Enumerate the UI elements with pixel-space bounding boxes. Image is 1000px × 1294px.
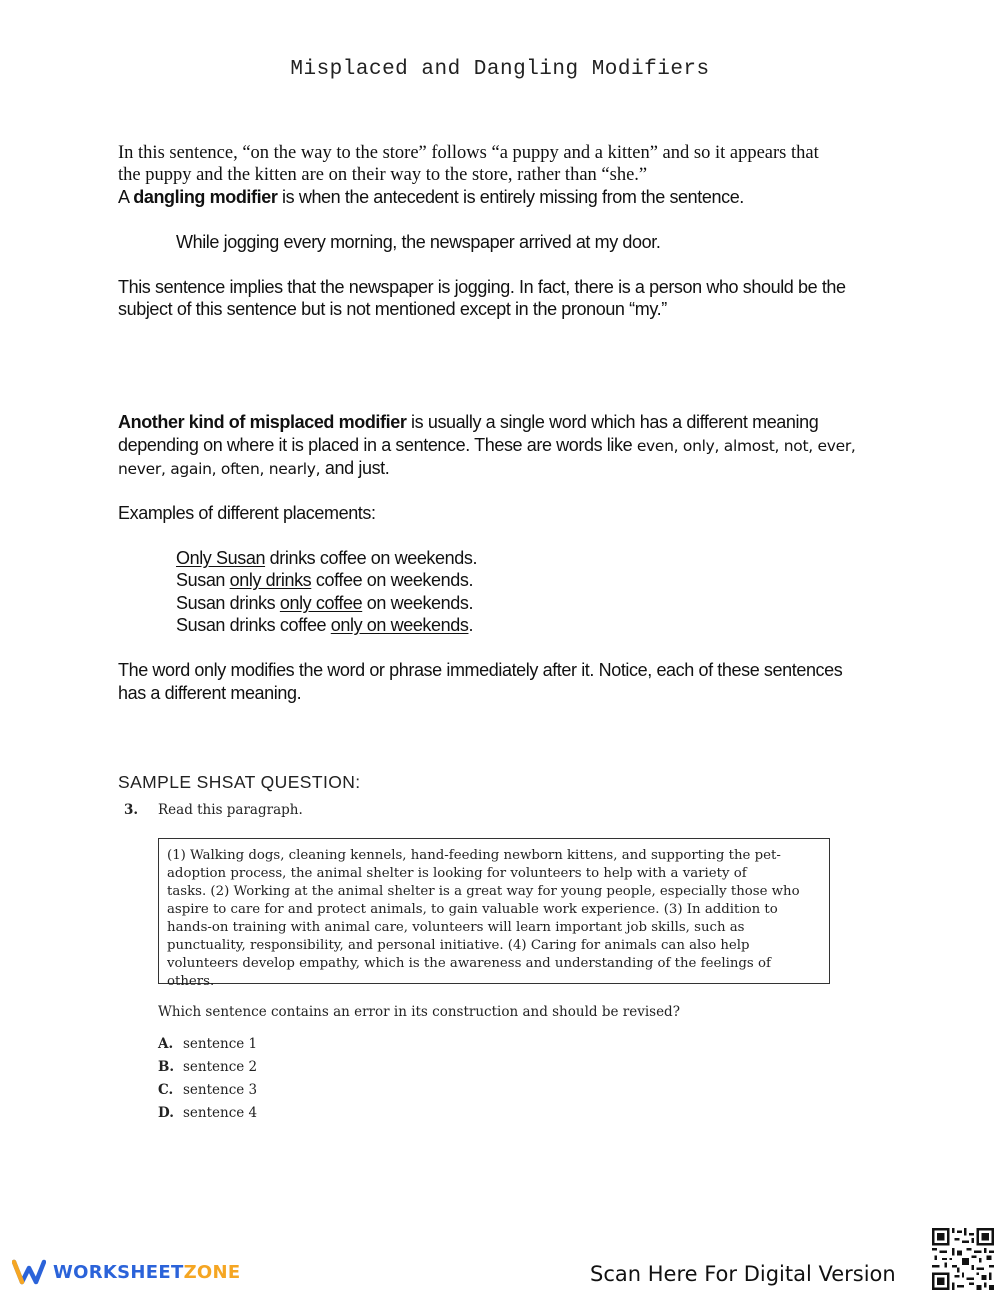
placement-post: drinks coffee on weekends. <box>265 548 478 568</box>
placement-underlined: only on weekends <box>330 615 469 635</box>
question-prompt: Read this paragraph. <box>158 802 303 818</box>
question-ask: Which sentence contains an error in its construction and should be revised? <box>158 1004 680 1020</box>
placement-underlined: only drinks <box>229 570 312 590</box>
explain-line-1: This sentence implies that the newspaper is jogging. In fact, there is a person who should be the <box>118 277 846 297</box>
placement-pre: Susan drinks coffee <box>176 615 331 635</box>
choice-letter: D. <box>158 1105 174 1121</box>
intro-line-1: In this sentence, “on the way to the store” follows “a puppy and a kitten” and so it appears that <box>118 143 819 163</box>
answer-choice-b[interactable] <box>158 1059 257 1075</box>
dangling-term: dangling modifier <box>133 187 278 207</box>
choice-letter: C. <box>158 1082 174 1098</box>
examples-heading: Examples of different placements: <box>118 503 376 523</box>
paragraph-line: tasks. (2) Working at the animal shelter is a great way for young people, especially those who <box>167 884 800 899</box>
another-line-3 <box>118 457 888 481</box>
another-term: Another kind of misplaced modifier <box>118 412 407 432</box>
paragraph-line: hands-on training with animal care, volunteers will learn important job skills, such as <box>167 920 745 935</box>
answer-choice-d[interactable] <box>158 1105 257 1121</box>
logo-w-icon <box>12 1258 46 1286</box>
placement-example <box>176 569 946 592</box>
placement-post: on weekends. <box>362 593 474 613</box>
intro-line-2: the puppy and the kitten are on their way to the store, rather than “she.” <box>118 165 648 185</box>
qr-code-icon[interactable] <box>932 1228 994 1290</box>
logo-part-1: WORKSHEET <box>53 1261 184 1283</box>
choice-text: sentence 2 <box>183 1059 258 1075</box>
sample-heading: SAMPLE SHSAT QUESTION: <box>118 772 361 792</box>
choice-text: sentence 1 <box>183 1036 258 1052</box>
paragraph-line: aspire to care for and protect animals, to gain valuable work experience. (3) In addition to <box>167 902 778 917</box>
question-number: 3. <box>124 802 139 818</box>
scan-text: Scan Here For Digital Version <box>590 1262 896 1286</box>
another-line-3-and: and <box>324 458 354 478</box>
answer-choice-a[interactable] <box>158 1036 257 1052</box>
choice-text: sentence 4 <box>183 1105 258 1121</box>
another-line-2-text: depending on where it is placed in a sentence. These are words like <box>118 435 633 455</box>
conclusion-line-2: has a different meaning. <box>118 683 302 703</box>
conclusion-line-1: The word only modifies the word or phrase immediately after it. Notice, each of these sentences <box>118 660 843 680</box>
answer-choice-c[interactable] <box>158 1082 257 1098</box>
placement-post: . <box>468 615 474 635</box>
another-rest: is usually a single word which has a different meaning <box>411 412 819 432</box>
placement-underlined: only coffee <box>279 593 363 613</box>
placement-pre: Susan drinks <box>176 593 280 613</box>
dangling-example: While jogging every morning, the newspaper arrived at my door. <box>176 232 661 252</box>
dangling-prefix: A <box>118 187 129 207</box>
another-line-2 <box>118 434 888 458</box>
question-paragraph-box <box>158 838 830 989</box>
another-line-3-words: never, again, often, nearly, <box>118 460 321 478</box>
explain-line-2: subject of this sentence but is not mentioned except in the pronoun “my.” <box>118 299 667 319</box>
choice-letter: A. <box>158 1036 174 1052</box>
paragraph-line: punctuality, responsibility, and personal initiative. (4) Caring for animals can also help <box>167 938 750 953</box>
placement-example <box>176 614 946 637</box>
paragraph-line: adoption process, the animal shelter is looking for volunteers to help with a variety of <box>167 866 747 881</box>
another-line-1 <box>118 411 888 434</box>
placement-example <box>176 547 946 570</box>
paragraph-line: (1) Walking dogs, cleaning kennels, hand-feeding newborn kittens, and supporting the pet- <box>167 848 781 863</box>
worksheet-zone-logo[interactable] <box>12 1258 241 1286</box>
dangling-definition <box>118 186 888 209</box>
placement-underlined: Only Susan <box>176 548 266 568</box>
another-line-2-words: even, only, almost, not, ever, <box>636 437 856 455</box>
choice-letter: B. <box>158 1059 175 1075</box>
another-line-3-just: just. <box>358 458 390 478</box>
logo-text <box>53 1262 241 1283</box>
placement-pre: Susan <box>176 570 230 590</box>
placement-example <box>176 592 946 615</box>
choice-text: sentence 3 <box>183 1082 258 1098</box>
page-title: Misplaced and Dangling Modifiers <box>290 58 710 81</box>
placement-post: coffee on weekends. <box>311 570 474 590</box>
dangling-rest: is when the antecedent is entirely missing from the sentence. <box>282 187 744 207</box>
logo-part-2: ZONE <box>183 1261 241 1283</box>
paragraph-line: volunteers develop empathy, which is the awareness and understanding of the feelings of others. <box>167 956 771 989</box>
